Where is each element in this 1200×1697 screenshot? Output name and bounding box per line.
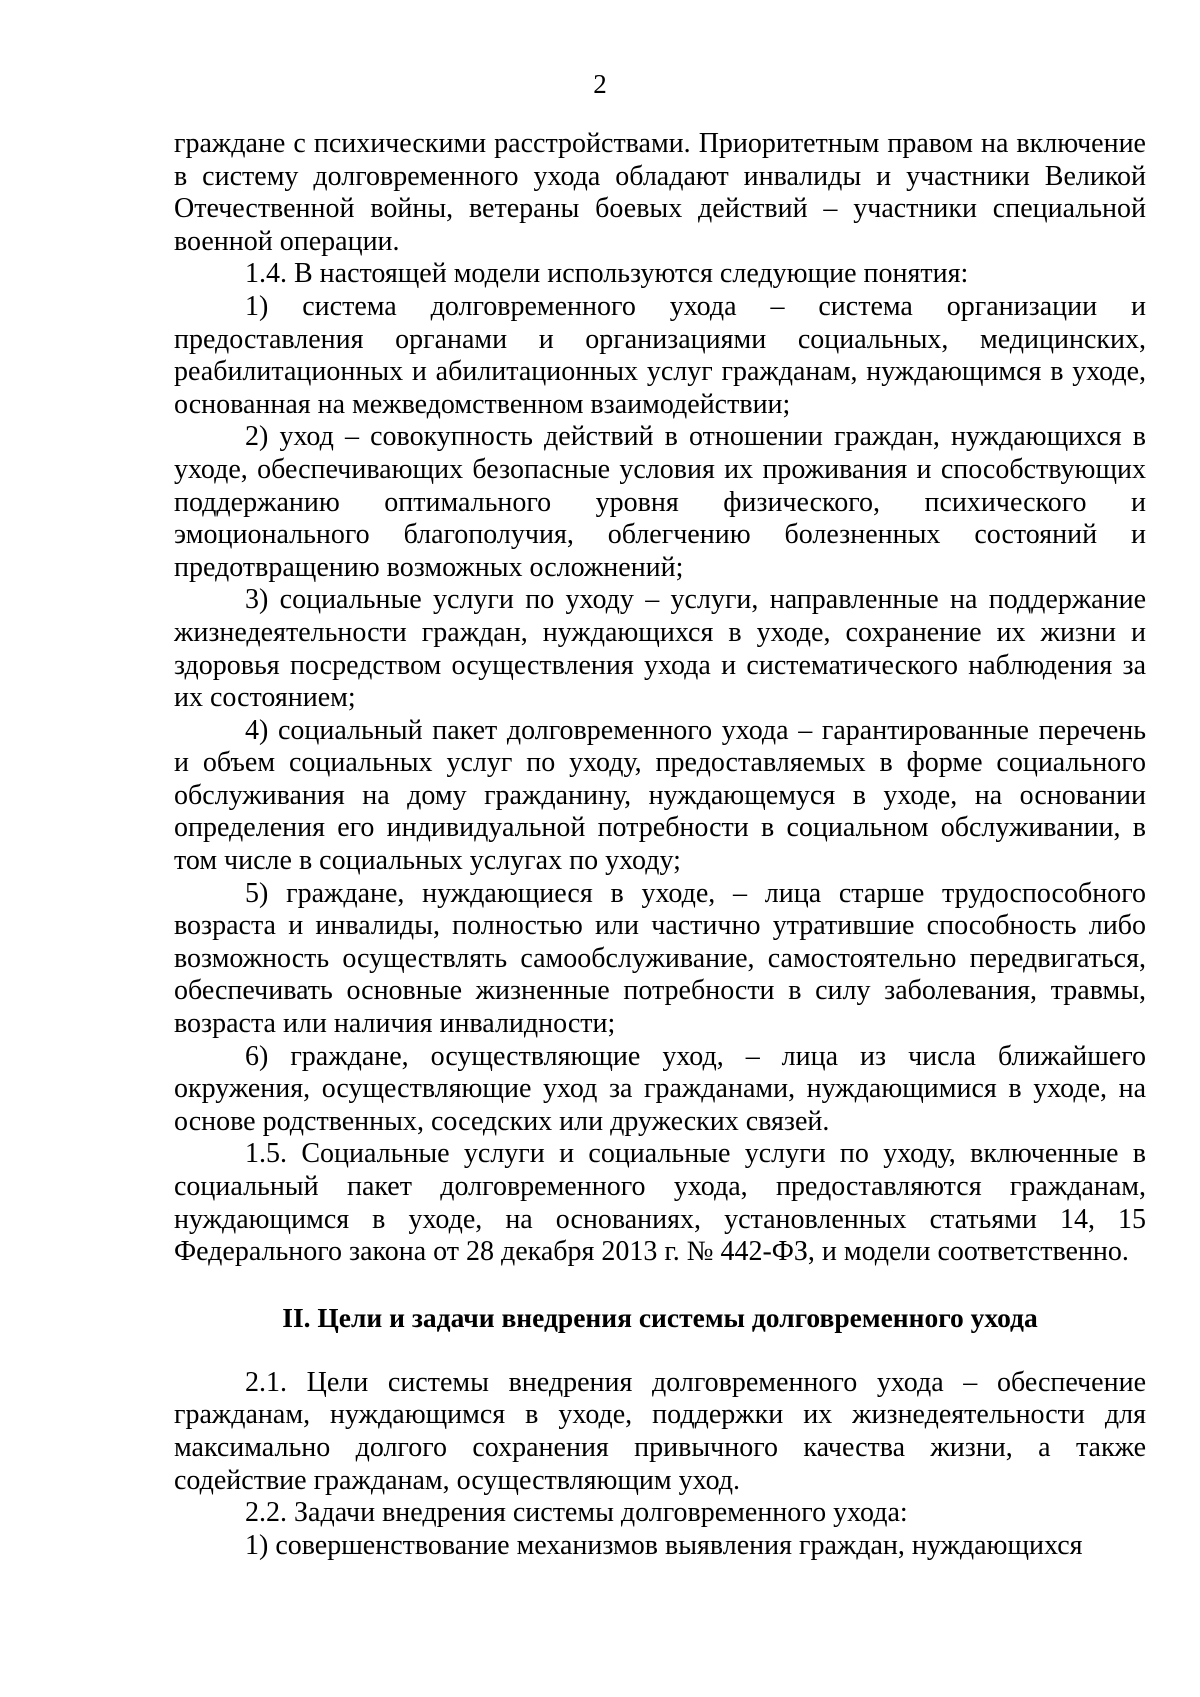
paragraph-definition-5: 5) граждане, нуждающиеся в уходе, – лица старше трудоспособного возраста и инвалиды, полностью или частично утратившие способность либо возможность осуществлять самообслуживание, самостоятельно передвигаться, обеспечивать основные жизненные потребности в силу заболевания, травмы, возраста или наличия инвалидности; xyxy=(174,877,1146,1040)
paragraph-1-4: 1.4. В настоящей модели используются следующие понятия: xyxy=(245,258,969,290)
paragraph-continuation: граждане с психическими расстройствами. Приоритетным правом на включение в систему долговременного ухода обладают инвалиды и участники Великой Отечественной войны, ветераны боевых действий – участники специальной военной операции. xyxy=(174,128,1146,257)
paragraph-1-5: 1.5. Социальные услуги и социальные услуги по уходу, включенные в социальный пакет долговременного ухода, предоставляются гражданам, нуждающимся в уходе, на основаниях, установленных статьями 14, 15 Федерального закона от 28 декабря 2013 г. № 442-ФЗ, и модели соответственно. xyxy=(174,1138,1146,1268)
page-number: 2 xyxy=(593,69,607,99)
section-heading: II. Цели и задачи внедрения системы долговременного ухода xyxy=(282,1301,1038,1333)
paragraph-2-1: 2.1. Цели системы внедрения долговременного ухода – обеспечение гражданам, нуждающимся в уходе, поддержки их жизнедеятельности для максимально долгого сохранения привычного качества жизни, а также содействие гражданам, осуществляющим уход. xyxy=(174,1366,1146,1496)
document-body xyxy=(174,128,1146,1562)
paragraph-definition-3: 3) социальные услуги по уходу – услуги, направленные на поддержание жизнедеятельности граждан, нуждающихся в уходе, сохранение их жизни и здоровья посредством осуществления ухода и систематического наблюдения за их состоянием; xyxy=(174,584,1146,714)
paragraph-definition-1: 1) система долговременного ухода – система организации и предоставления органами и организациями социальных, медицинских, реабилитационных и абилитационных услуг гражданам, нуждающимся в уходе, основанная на межведомственном взаимодействии; xyxy=(174,290,1146,420)
paragraph-definition-2: 2) уход – совокупность действий в отношении граждан, нуждающихся в уходе, обеспечивающих безопасные условия их проживания и способствующих поддержанию оптимального уровня физического, психического и эмоционального благополучия, облегчению болезненных состояний и предотвращению возможных осложнений; xyxy=(174,421,1146,583)
paragraph-task-1: 1) совершенствование механизмов выявления граждан, нуждающихся xyxy=(245,1529,1083,1561)
paragraph-2-2: 2.2. Задачи внедрения системы долговременного ухода: xyxy=(245,1497,908,1529)
paragraph-definition-4: 4) социальный пакет долговременного ухода – гарантированные перечень и объем социальных услуг по уходу, предоставляемых в форме социального обслуживания на дому гражданину, нуждающемуся в уходе, на основании определения его индивидуальной потребности в социальном обслуживании, в том числе в социальных услугах по уходу; xyxy=(174,714,1146,877)
paragraph-definition-6: 6) граждане, осуществляющие уход, – лица из числа ближайшего окружения, осуществляющие уход за гражданами, нуждающимися в уходе, на основе родственных, соседских или дружеских связей. xyxy=(174,1040,1146,1137)
